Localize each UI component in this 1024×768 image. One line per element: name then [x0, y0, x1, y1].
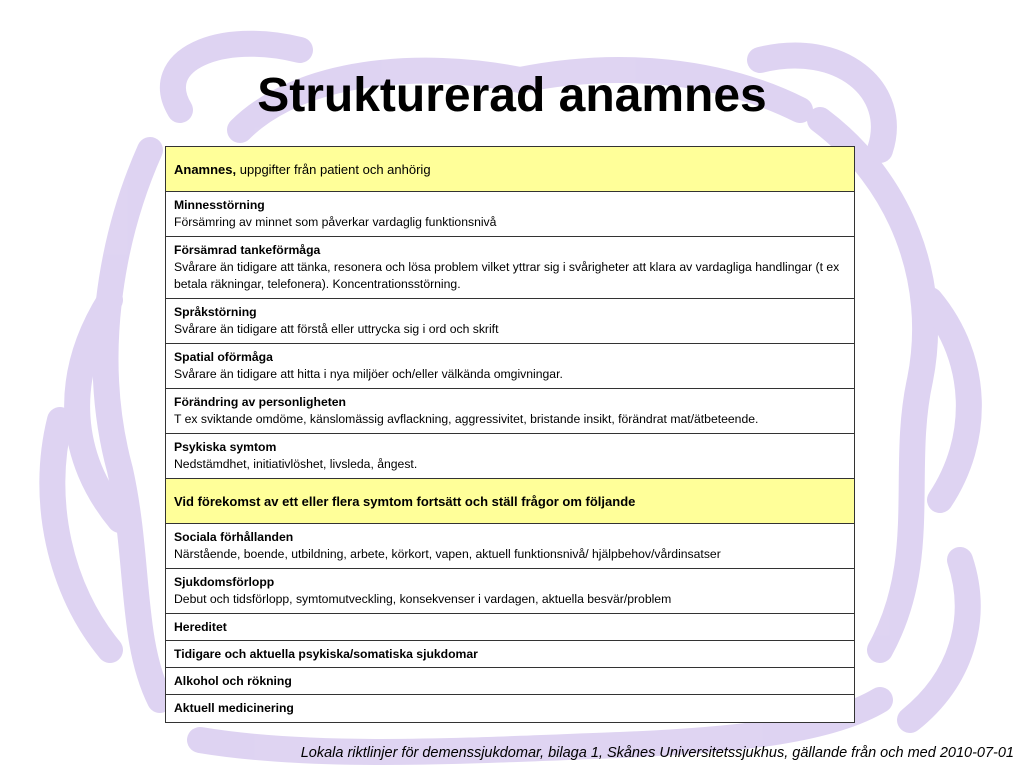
table-row-sociala-forhallanden — [166, 524, 854, 569]
row-description: Svårare än tidigare att hitta i nya miljöer och/eller välkända omgivningar. — [174, 367, 563, 381]
table-row-spatial-oformaga — [166, 344, 854, 389]
table-row-sprakstorning — [166, 299, 854, 344]
row-label: Språkstörning — [174, 305, 257, 319]
row-description: Nedstämdhet, initiativlöshet, livsleda, ångest. — [174, 457, 418, 471]
table-row-hereditet — [166, 614, 854, 641]
header-text: uppgifter från patient och anhörig — [236, 161, 431, 177]
row-description: Försämring av minnet som påverkar vardaglig funktionsnivå — [174, 215, 497, 229]
source-footnote: Lokala riktlinjer för demenssjukdomar, bilaga 1, Skånes Universitetssjukhus, gällande från och med 2010-07-01 — [300, 745, 1014, 761]
row-description: Svårare än tidigare att tänka, resonera och lösa problem vilket yttrar sig i svårigheter att klara av vardagliga handlingar (t ex betala räkningar, telefonera). Koncentrationsstörning. — [174, 260, 840, 291]
header-label: Anamnes, — [174, 161, 237, 177]
row-description: T ex sviktande omdöme, känslomässig avflackning, aggressivitet, bristande insikt, förändrat mat/ätbeteende. — [174, 412, 759, 426]
row-label: Psykiska symtom — [174, 440, 277, 454]
table-row-forandring-av-personligheten — [166, 389, 854, 434]
row-label: Minnesstörning — [174, 198, 265, 212]
table-row-aktuell-medicinering — [166, 695, 854, 722]
section-heading: Vid förekomst av ett eller flera symtom fortsätt och ställ frågor om följande — [174, 493, 636, 509]
row-label: Tidigare och aktuella psykiska/somatiska sjukdomar — [174, 646, 478, 661]
table-row-forsamrad-tankeformaga — [166, 237, 854, 299]
row-label: Hereditet — [174, 619, 227, 634]
row-label: Försämrad tankeförmåga — [174, 243, 321, 257]
table-row-tidigare-sjukdomar — [166, 641, 854, 668]
row-label: Sociala förhållanden — [174, 530, 294, 544]
anamnes-table — [165, 146, 855, 723]
row-description: Närstående, boende, utbildning, arbete, körkort, vapen, aktuell funktionsnivå/ hjälpbehov/vårdinsatser — [174, 547, 721, 561]
row-label: Spatial oförmåga — [174, 350, 273, 364]
table-header-row — [166, 147, 854, 192]
row-description: Svårare än tidigare att förstå eller uttrycka sig i ord och skrift — [174, 322, 499, 336]
table-row-psykiska-symtom — [166, 434, 854, 479]
row-label: Alkohol och rökning — [174, 673, 292, 688]
row-description: Debut och tidsförlopp, symtomutveckling, konsekvenser i vardagen, aktuella besvär/problem — [174, 592, 672, 606]
row-label: Aktuell medicinering — [174, 701, 294, 715]
table-row-sjukdomsforlopp — [166, 569, 854, 614]
row-label: Förändring av personligheten — [174, 395, 346, 409]
row-label: Sjukdomsförlopp — [174, 575, 275, 589]
table-row-minnesstorning — [166, 192, 854, 237]
table-section-row — [166, 479, 854, 524]
slide-title: Strukturerad anamnes — [257, 69, 767, 122]
table-row-alkohol-och-rokning — [166, 668, 854, 695]
